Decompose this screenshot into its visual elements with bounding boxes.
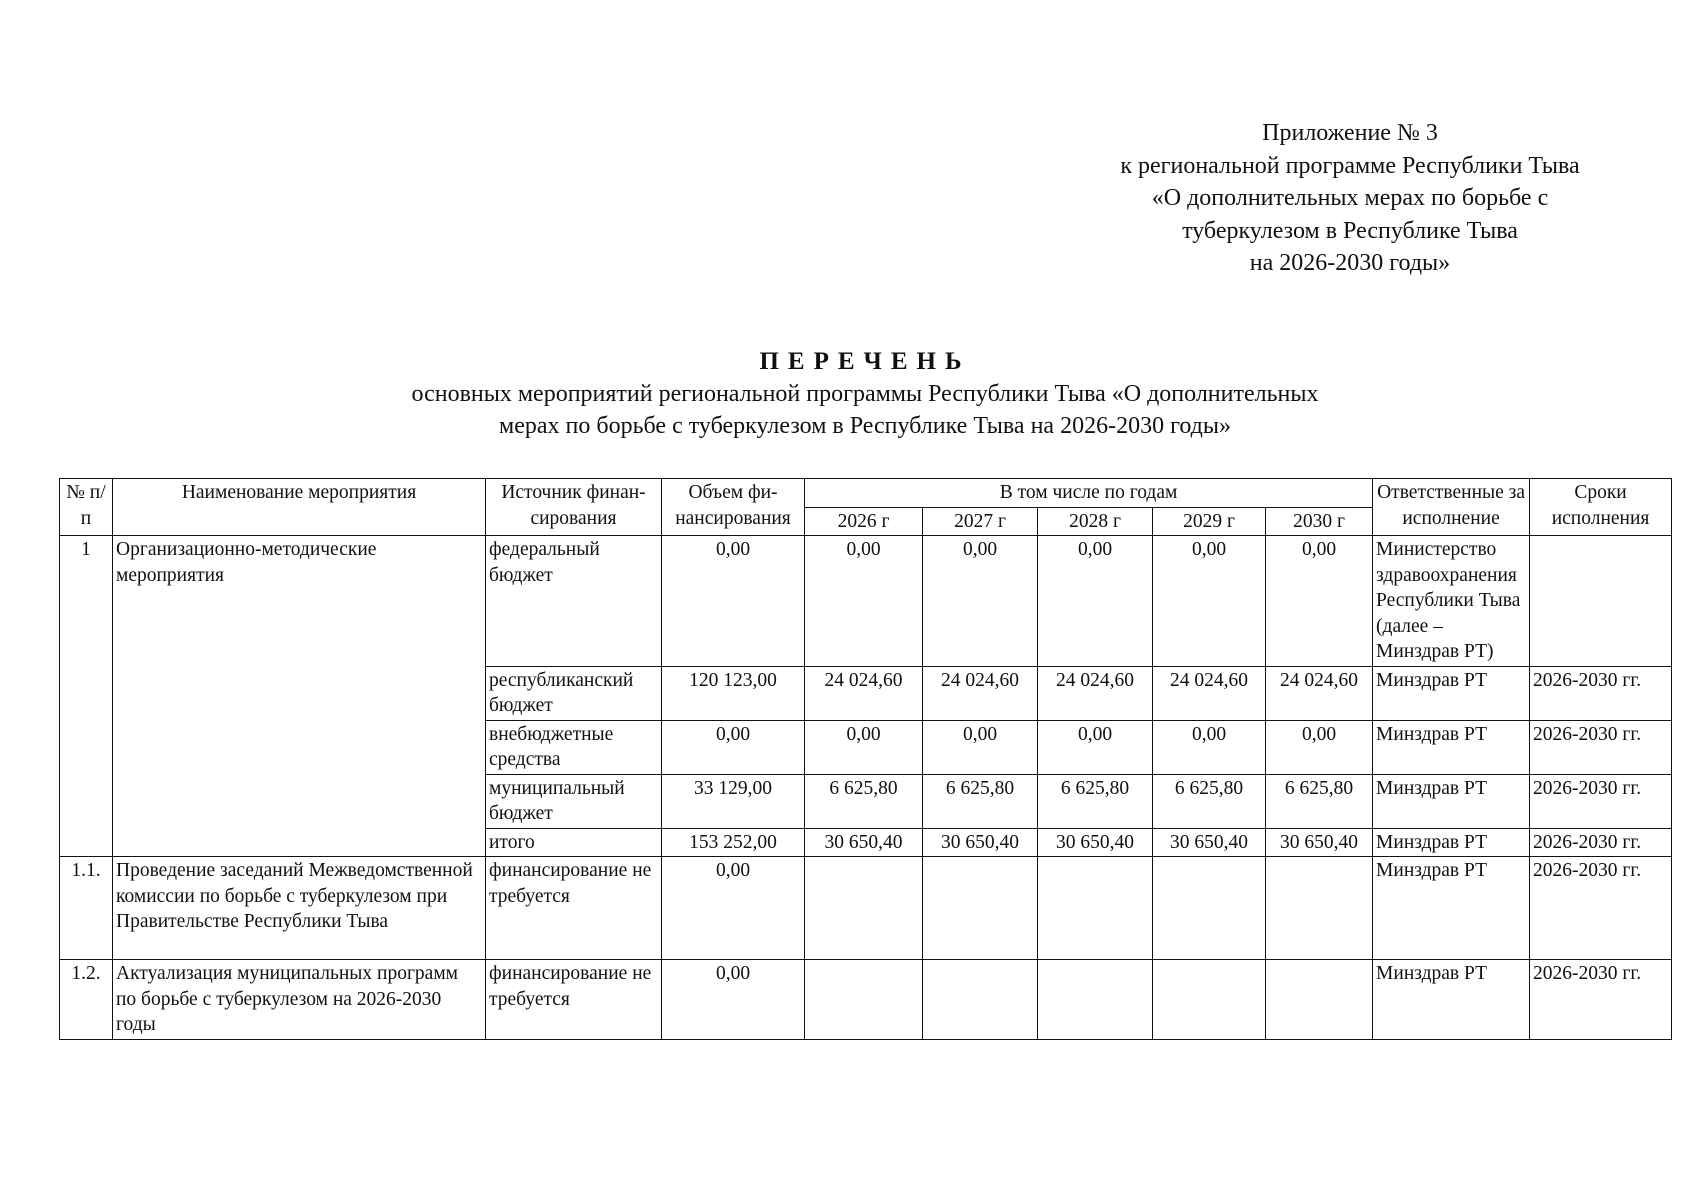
header-year: 2028 г: [1038, 507, 1153, 536]
cell-source: внебюджетные средства: [486, 720, 662, 774]
cell-year-value: 24 024,60: [805, 666, 923, 720]
cell-year-value: 30 650,40: [805, 828, 923, 857]
cell-source: итого: [486, 828, 662, 857]
cell-terms: 2026-2030 гг.: [1530, 774, 1672, 828]
cell-volume: 0,00: [662, 857, 805, 960]
cell-year-value: [923, 857, 1038, 960]
cell-terms: [1530, 536, 1672, 667]
header-num: № п/п: [60, 479, 113, 536]
cell-year-value: 0,00: [1153, 536, 1266, 667]
table-row: [60, 857, 1672, 960]
cell-name: Проведение заседаний Межведомственной комиссии по борьбе с туберкулезом при Правительстве Республики Тыва: [113, 857, 486, 960]
cell-year-value: 0,00: [923, 536, 1038, 667]
cell-num: 1: [60, 536, 113, 857]
header-terms: Сроки исполнения: [1530, 479, 1672, 536]
cell-responsible: Минздрав РТ: [1373, 666, 1530, 720]
cell-volume: 0,00: [662, 960, 805, 1040]
cell-year-value: 0,00: [1266, 536, 1373, 667]
header-by-years: В том числе по годам: [805, 479, 1373, 508]
header-year: 2026 г: [805, 507, 923, 536]
table-row: [60, 960, 1672, 1040]
appendix-line: туберкулезом в Республике Тыва: [1182, 217, 1518, 244]
cell-source: республиканский бюджет: [486, 666, 662, 720]
cell-year-value: [805, 960, 923, 1040]
cell-year-value: 0,00: [1266, 720, 1373, 774]
header-row: [60, 479, 1672, 508]
cell-terms: 2026-2030 гг.: [1530, 666, 1672, 720]
cell-year-value: 0,00: [1038, 536, 1153, 667]
activities-table: [59, 478, 1672, 1040]
cell-volume: 0,00: [662, 536, 805, 667]
cell-year-value: [923, 960, 1038, 1040]
cell-terms: 2026-2030 гг.: [1530, 857, 1672, 960]
cell-year-value: 6 625,80: [923, 774, 1038, 828]
header-year: 2029 г: [1153, 507, 1266, 536]
cell-year-value: 24 024,60: [1153, 666, 1266, 720]
cell-source: муниципальный бюджет: [486, 774, 662, 828]
cell-responsible: Минздрав РТ: [1373, 857, 1530, 960]
cell-source: финансирование не требуется: [486, 857, 662, 960]
cell-year-value: 24 024,60: [1038, 666, 1153, 720]
appendix-line: к региональной программе Республики Тыва: [1120, 152, 1580, 179]
header-name: Наименование мероприятия: [113, 479, 486, 536]
cell-responsible: Минздрав РТ: [1373, 828, 1530, 857]
cell-volume: 0,00: [662, 720, 805, 774]
cell-responsible: Министерство здравоохранения Республики Тыва (далее – Минздрав РТ): [1373, 536, 1530, 667]
appendix-line: «О дополнительных мерах по борьбе с: [1151, 185, 1549, 211]
cell-volume: 153 252,00: [662, 828, 805, 857]
appendix-note: [1060, 117, 1640, 280]
header-year: 2030 г: [1266, 507, 1373, 536]
cell-year-value: 6 625,80: [1153, 774, 1266, 828]
cell-year-value: 0,00: [805, 536, 923, 667]
cell-num: 1.1.: [60, 857, 113, 960]
cell-name: Организационно-методические мероприятия: [113, 536, 486, 857]
cell-year-value: [1153, 960, 1266, 1040]
cell-year-value: [1038, 960, 1153, 1040]
cell-volume: 33 129,00: [662, 774, 805, 828]
cell-name: Актуализация муниципальных программ по борьбе с туберкулезом на 2026-2030 годы: [113, 960, 486, 1040]
cell-year-value: 30 650,40: [1266, 828, 1373, 857]
cell-year-value: 6 625,80: [805, 774, 923, 828]
cell-year-value: [1266, 857, 1373, 960]
cell-num: 1.2.: [60, 960, 113, 1040]
title-subtitle-line: мерах по борьбе с туберкулезом в Республике Тыва на 2026-2030 годы»: [499, 413, 1231, 439]
cell-year-value: 30 650,40: [1153, 828, 1266, 857]
title-subtitle-line: основных мероприятий региональной программы Республики Тыва «О дополнительных: [411, 381, 1319, 407]
cell-year-value: 0,00: [1153, 720, 1266, 774]
cell-year-value: 0,00: [923, 720, 1038, 774]
header-responsible: Ответственные за исполнение: [1373, 479, 1530, 536]
title-main: ПЕРЕЧЕНЬ: [759, 348, 971, 375]
cell-year-value: 24 024,60: [1266, 666, 1373, 720]
cell-year-value: 6 625,80: [1266, 774, 1373, 828]
table-row: [60, 536, 1672, 667]
cell-year-value: [1038, 857, 1153, 960]
header-source: Источник финан-сирования: [486, 479, 662, 536]
cell-terms: 2026-2030 гг.: [1530, 960, 1672, 1040]
cell-responsible: Минздрав РТ: [1373, 720, 1530, 774]
cell-year-value: 0,00: [1038, 720, 1153, 774]
appendix-line: на 2026-2030 годы»: [1249, 250, 1451, 276]
cell-source: финансирование не требуется: [486, 960, 662, 1040]
cell-year-value: [1266, 960, 1373, 1040]
cell-volume: 120 123,00: [662, 666, 805, 720]
cell-year-value: [1153, 857, 1266, 960]
cell-year-value: [805, 857, 923, 960]
cell-source: федеральный бюджет: [486, 536, 662, 667]
cell-year-value: 30 650,40: [923, 828, 1038, 857]
cell-year-value: 30 650,40: [1038, 828, 1153, 857]
document-title: [190, 346, 1540, 442]
header-year: 2027 г: [923, 507, 1038, 536]
cell-year-value: 24 024,60: [923, 666, 1038, 720]
cell-responsible: Минздрав РТ: [1373, 960, 1530, 1040]
cell-year-value: 6 625,80: [1038, 774, 1153, 828]
header-volume: Объем фи-нансирования: [662, 479, 805, 536]
cell-responsible: Минздрав РТ: [1373, 774, 1530, 828]
cell-terms: 2026-2030 гг.: [1530, 828, 1672, 857]
cell-year-value: 0,00: [805, 720, 923, 774]
appendix-line: Приложение № 3: [1262, 120, 1438, 146]
cell-terms: 2026-2030 гг.: [1530, 720, 1672, 774]
